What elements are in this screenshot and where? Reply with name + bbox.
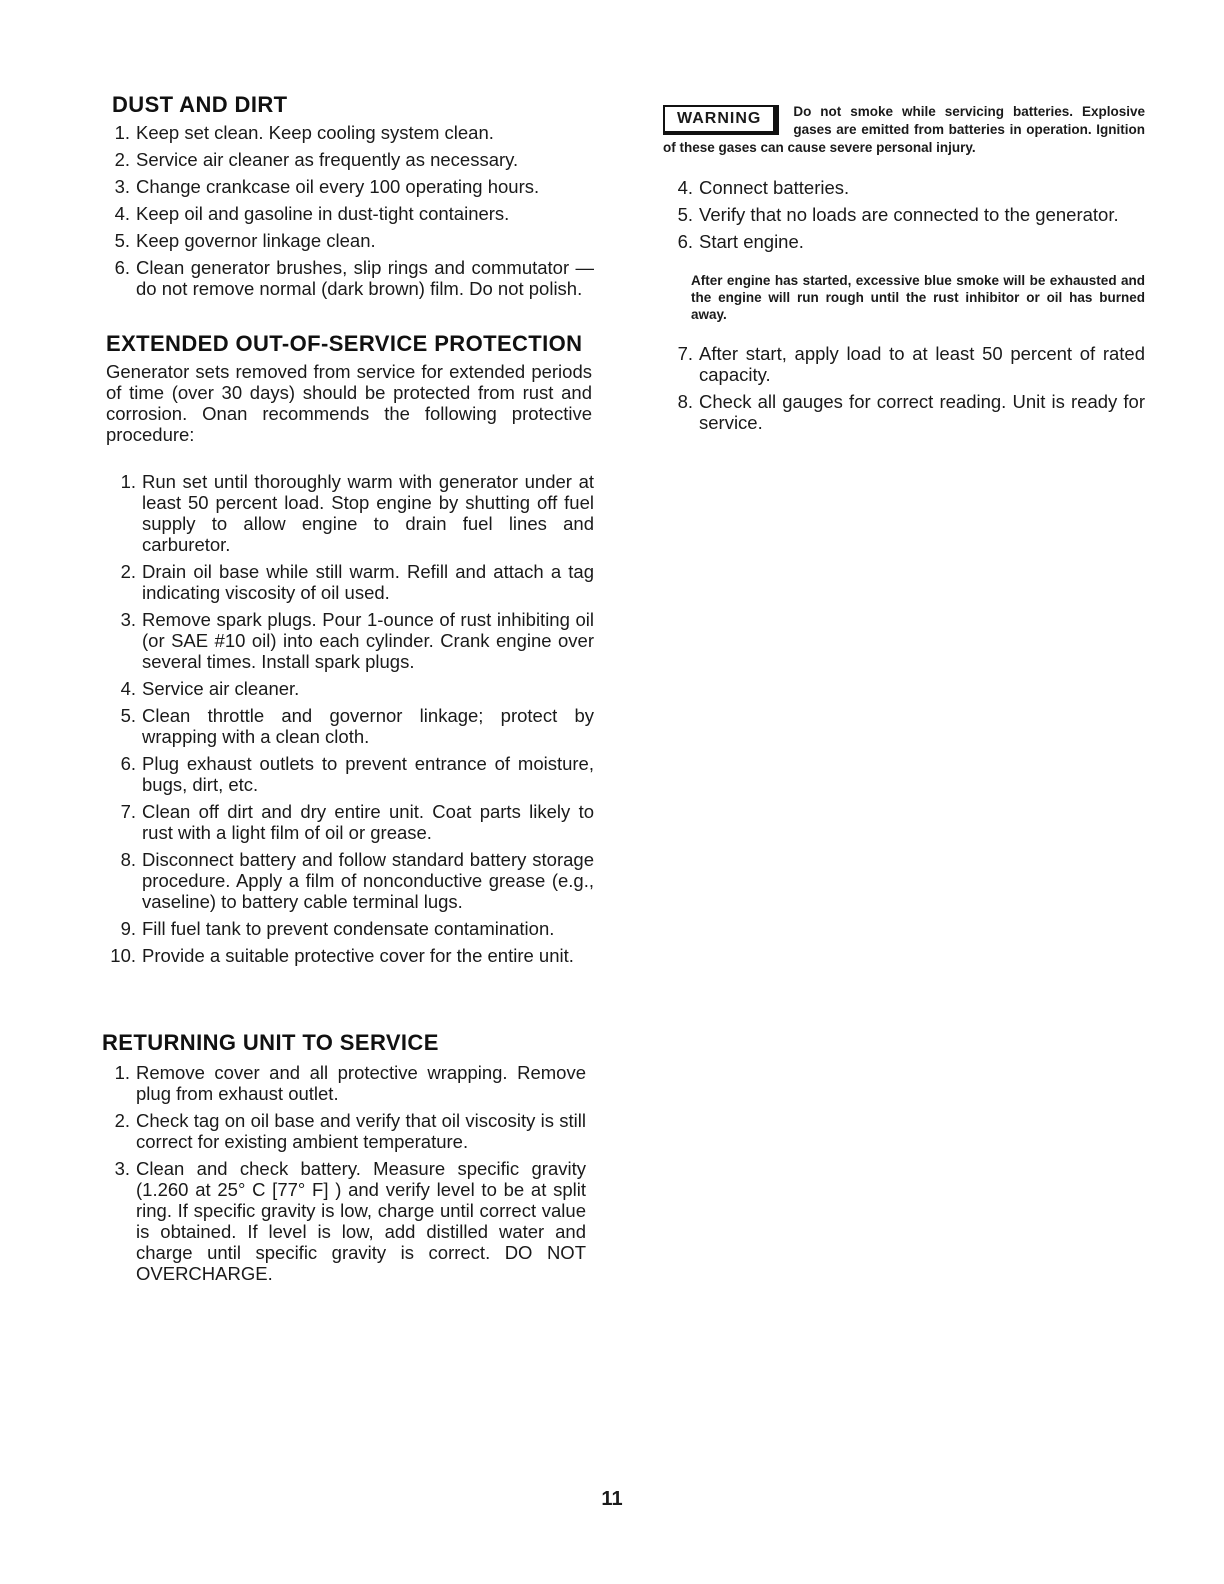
- battery-warning: [663, 103, 1145, 157]
- returning-list: [100, 1062, 586, 1284]
- right-column: [663, 103, 1145, 439]
- item-text: Clean generator brushes, slip rings and commutator — do not remove normal (dark brown) film. Do not polish.: [136, 257, 594, 299]
- item-number: 6 .: [100, 257, 130, 278]
- item-number: 1 .: [100, 1062, 130, 1083]
- list-item: [100, 257, 594, 299]
- item-number: 4 .: [663, 177, 693, 198]
- item-number: 3 .: [106, 609, 136, 630]
- list-item: [663, 391, 1145, 433]
- list-item: [663, 231, 1145, 252]
- item-text: Provide a suitable protective cover for the entire unit.: [142, 945, 574, 966]
- item-text: Service air cleaner.: [142, 678, 300, 699]
- item-number: 2 .: [100, 149, 130, 170]
- item-number: 6 .: [663, 231, 693, 252]
- list-item: [100, 1110, 586, 1152]
- list-item: [106, 471, 594, 555]
- item-text: Clean off dirt and dry entire unit. Coat parts likely to rust with a light film of oil or grease.: [142, 801, 594, 843]
- list-item: [106, 609, 594, 672]
- item-text: Verify that no loads are connected to the generator.: [699, 204, 1119, 225]
- list-item: [106, 705, 594, 747]
- list-item: [106, 801, 594, 843]
- item-number: 7 .: [106, 801, 136, 822]
- blue-smoke-note: After engine has started, excessive blue smoke will be exhausted and the engine will run rough until the rust inhibitor or oil has burned away.: [691, 273, 1145, 322]
- list-item: [106, 753, 594, 795]
- item-text: Drain oil base while still warm. Refill and attach a tag indicating viscosity of oil used.: [142, 561, 594, 603]
- extended-heading: EXTENDED OUT-OF-SERVICE PROTECTION: [106, 331, 583, 356]
- list-item: [106, 849, 594, 912]
- list-item: [106, 561, 594, 603]
- list-item: [106, 945, 594, 966]
- item-text: Clean throttle and governor linkage; protect by wrapping with a clean cloth.: [142, 705, 594, 747]
- startup-list-b: [663, 343, 1145, 433]
- list-item: [100, 203, 594, 224]
- item-text: Check tag on oil base and verify that oil viscosity is still correct for existing ambient temperature.: [136, 1110, 586, 1152]
- item-text: Keep set clean. Keep cooling system clean.: [136, 122, 494, 143]
- item-number: 8 .: [663, 391, 693, 412]
- item-number: 5 .: [100, 230, 130, 251]
- list-item: [100, 1062, 586, 1104]
- warning-label: WARNING: [663, 105, 779, 135]
- item-text: Remove spark plugs. Pour 1-ounce of rust inhibiting oil (or SAE #10 oil) into each cylinder. Crank engine over several times. Install spark plugs.: [142, 609, 594, 672]
- item-text: Remove cover and all protective wrapping. Remove plug from exhaust outlet.: [136, 1062, 586, 1104]
- item-number: 3 .: [100, 176, 130, 197]
- item-text: Keep governor linkage clean.: [136, 230, 376, 251]
- list-item: [106, 678, 594, 699]
- list-item: [100, 230, 594, 251]
- returning-heading: RETURNING UNIT TO SERVICE: [102, 1030, 439, 1055]
- extended-list: [106, 471, 594, 966]
- item-number: 3 .: [100, 1158, 130, 1179]
- list-item: [100, 176, 594, 197]
- item-number: 10 .: [106, 945, 136, 966]
- left-column: [102, 92, 594, 1290]
- page-number: 11: [601, 1488, 623, 1510]
- list-item: [663, 177, 1145, 198]
- item-text: Plug exhaust outlets to prevent entrance of moisture, bugs, dirt, etc.: [142, 753, 594, 795]
- list-item: [106, 918, 594, 939]
- list-item: [663, 343, 1145, 385]
- item-number: 1 .: [100, 122, 130, 143]
- warning-text: Do not smoke while servicing batteries. Explosive gases are emitted from batteries in operation. Ignition of these gases can cause severe personal injury.: [663, 104, 1145, 155]
- item-text: Disconnect battery and follow standard battery storage procedure. Apply a film of nonconductive grease (e.g., vaseline) to battery cable terminal lugs.: [142, 849, 594, 912]
- item-number: 5 .: [663, 204, 693, 225]
- item-text: Check all gauges for correct reading. Unit is ready for service.: [699, 391, 1145, 433]
- item-text: Start engine.: [699, 231, 804, 252]
- item-text: After start, apply load to at least 50 percent of rated capacity.: [699, 343, 1145, 385]
- item-number: 7 .: [663, 343, 693, 364]
- startup-list-a: [663, 177, 1145, 252]
- item-number: 4 .: [106, 678, 136, 699]
- item-number: 4 .: [100, 203, 130, 224]
- list-item: [663, 204, 1145, 225]
- item-number: 2 .: [100, 1110, 130, 1131]
- item-text: Connect batteries.: [699, 177, 850, 198]
- item-number: 9 .: [106, 918, 136, 939]
- extended-intro: Generator sets removed from service for extended periods of time (over 30 days) should be protected from rust and corrosion. Onan recommends the following protective procedure:: [106, 361, 592, 445]
- list-item: [100, 1158, 586, 1284]
- item-number: 1 .: [106, 471, 136, 492]
- dust-dirt-list: [100, 122, 594, 299]
- item-text: Fill fuel tank to prevent condensate contamination.: [142, 918, 555, 939]
- item-text: Keep oil and gasoline in dust-tight containers.: [136, 203, 510, 224]
- list-item: [100, 149, 594, 170]
- item-text: Run set until thoroughly warm with generator under at least 50 percent load. Stop engine by shutting off fuel supply to allow engine to drain fuel lines and carburetor.: [142, 471, 594, 555]
- list-item: [100, 122, 594, 143]
- item-number: 8 .: [106, 849, 136, 870]
- item-number: 5 .: [106, 705, 136, 726]
- item-number: 2 .: [106, 561, 136, 582]
- item-text: Service air cleaner as frequently as necessary.: [136, 149, 519, 170]
- item-number: 6 .: [106, 753, 136, 774]
- item-text: Clean and check battery. Measure specific gravity (1.260 at 25° C [77° F] ) and verify level to be at split ring. If specific gravity is low, charge until correct value is obtained. If level is low, add distilled water and charge until specific gravity is correct. DO NOT OVERCHARGE.: [136, 1158, 586, 1284]
- dust-dirt-heading: DUST AND DIRT: [112, 92, 288, 117]
- item-text: Change crankcase oil every 100 operating hours.: [136, 176, 540, 197]
